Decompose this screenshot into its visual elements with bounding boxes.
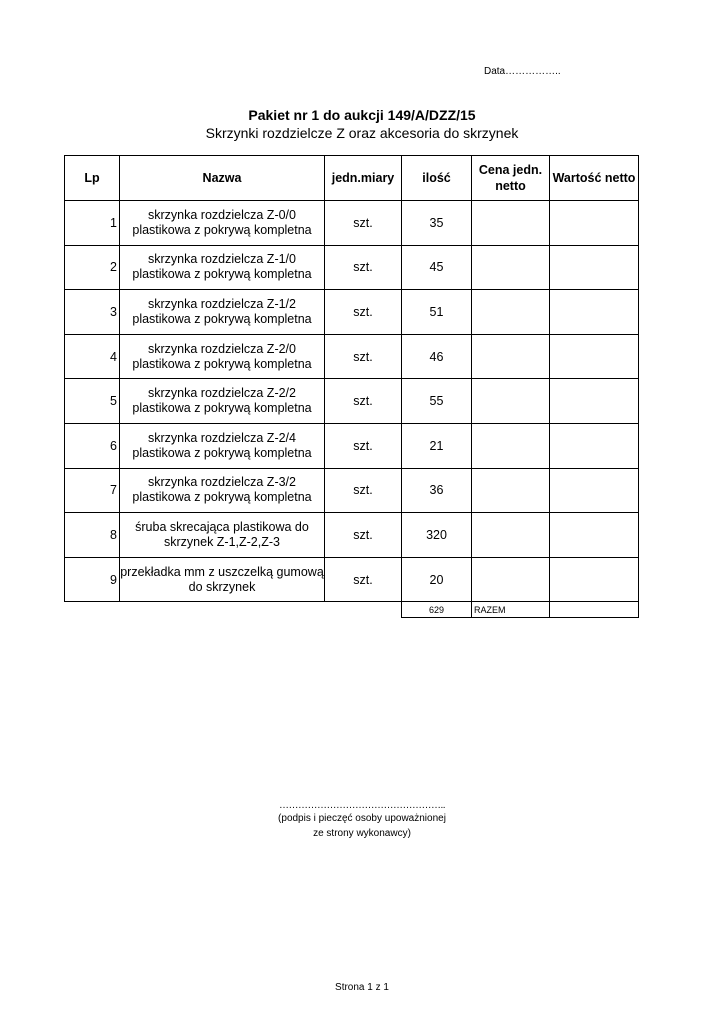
row-price-cell[interactable] — [472, 468, 550, 513]
row-name: skrzynka rozdzielcza Z-3/2 plastikowa z pokrywą kompletna — [120, 468, 325, 513]
row-price-cell[interactable] — [472, 513, 550, 558]
column-header-price: Cena jedn. netto — [472, 156, 550, 201]
column-header-value: Wartość netto — [550, 156, 639, 201]
row-price-cell[interactable] — [472, 334, 550, 379]
row-price-cell[interactable] — [472, 290, 550, 335]
table-row — [65, 379, 639, 424]
total-row — [65, 602, 639, 618]
date-field: Data…………….. — [484, 66, 561, 77]
row-unit: szt. — [325, 423, 402, 468]
row-name: skrzynka rozdzielcza Z-2/2 plastikowa z pokrywą kompletna — [120, 379, 325, 424]
row-value-cell[interactable] — [550, 201, 639, 246]
row-unit: szt. — [325, 557, 402, 602]
column-header-lp: Lp — [65, 156, 120, 201]
total-spacer — [325, 602, 402, 618]
total-label: RAZEM — [472, 602, 550, 618]
row-price-cell[interactable] — [472, 201, 550, 246]
total-spacer — [65, 602, 120, 618]
row-unit: szt. — [325, 334, 402, 379]
table-row — [65, 290, 639, 335]
row-lp: 1 — [65, 201, 120, 246]
row-value-cell[interactable] — [550, 423, 639, 468]
row-unit: szt. — [325, 468, 402, 513]
total-spacer — [120, 602, 325, 618]
row-qty: 36 — [402, 468, 472, 513]
column-header-unit: jedn.miary — [325, 156, 402, 201]
total-value-cell[interactable] — [550, 602, 639, 618]
row-lp: 9 — [65, 557, 120, 602]
table-row — [65, 201, 639, 246]
document-subtitle: Skrzynki rozdzielcze Z oraz akcesoria do skrzynek — [205, 125, 519, 141]
row-qty: 21 — [402, 423, 472, 468]
row-value-cell[interactable] — [550, 334, 639, 379]
table-row — [65, 513, 639, 558]
row-price-cell[interactable] — [472, 557, 550, 602]
row-unit: szt. — [325, 201, 402, 246]
row-lp: 6 — [65, 423, 120, 468]
row-value-cell[interactable] — [550, 290, 639, 335]
column-header-name: Nazwa — [120, 156, 325, 201]
items-table — [64, 155, 639, 618]
table-row — [65, 423, 639, 468]
row-lp: 5 — [65, 379, 120, 424]
signature-caption: (podpis i pieczęć osoby upoważnionej — [278, 813, 446, 824]
row-qty: 55 — [402, 379, 472, 424]
signature-caption-continued: ze strony wykonawcy) — [313, 828, 411, 839]
row-value-cell[interactable] — [550, 379, 639, 424]
row-price-cell[interactable] — [472, 245, 550, 290]
row-name: skrzynka rozdzielcza Z-2/4 plastikowa z pokrywą kompletna — [120, 423, 325, 468]
row-lp: 7 — [65, 468, 120, 513]
row-unit: szt. — [325, 245, 402, 290]
row-name: przekładka mm z uszczelką gumową do skrzynek — [120, 557, 325, 602]
row-unit: szt. — [325, 379, 402, 424]
row-lp: 4 — [65, 334, 120, 379]
page-number: Strona 1 z 1 — [335, 982, 389, 993]
row-value-cell[interactable] — [550, 513, 639, 558]
row-name: skrzynka rozdzielcza Z-1/2 plastikowa z pokrywą kompletna — [120, 290, 325, 335]
row-qty: 51 — [402, 290, 472, 335]
row-lp: 3 — [65, 290, 120, 335]
row-qty: 320 — [402, 513, 472, 558]
table-row — [65, 245, 639, 290]
row-lp: 2 — [65, 245, 120, 290]
row-qty: 35 — [402, 201, 472, 246]
document-title: Pakiet nr 1 do aukcji 149/A/DZZ/15 — [248, 107, 476, 123]
total-qty: 629 — [402, 602, 472, 618]
row-qty: 20 — [402, 557, 472, 602]
table-header-row — [65, 156, 639, 201]
row-unit: szt. — [325, 513, 402, 558]
row-lp: 8 — [65, 513, 120, 558]
row-qty: 45 — [402, 245, 472, 290]
row-value-cell[interactable] — [550, 468, 639, 513]
column-header-qty: ilość — [402, 156, 472, 201]
row-name: skrzynka rozdzielcza Z-2/0 plastikowa z pokrywą kompletna — [120, 334, 325, 379]
row-name: śruba skrecająca plastikowa do skrzynek Z-1,Z-2,Z-3 — [120, 513, 325, 558]
row-value-cell[interactable] — [550, 245, 639, 290]
table-row — [65, 468, 639, 513]
row-value-cell[interactable] — [550, 557, 639, 602]
row-qty: 46 — [402, 334, 472, 379]
row-price-cell[interactable] — [472, 423, 550, 468]
row-price-cell[interactable] — [472, 379, 550, 424]
signature-line: …………………………………………….. — [278, 800, 446, 811]
row-name: skrzynka rozdzielcza Z-1/0 plastikowa z pokrywą kompletna — [120, 245, 325, 290]
row-name: skrzynka rozdzielcza Z-0/0 plastikowa z pokrywą kompletna — [120, 201, 325, 246]
table-row — [65, 334, 639, 379]
table-row — [65, 557, 639, 602]
row-unit: szt. — [325, 290, 402, 335]
